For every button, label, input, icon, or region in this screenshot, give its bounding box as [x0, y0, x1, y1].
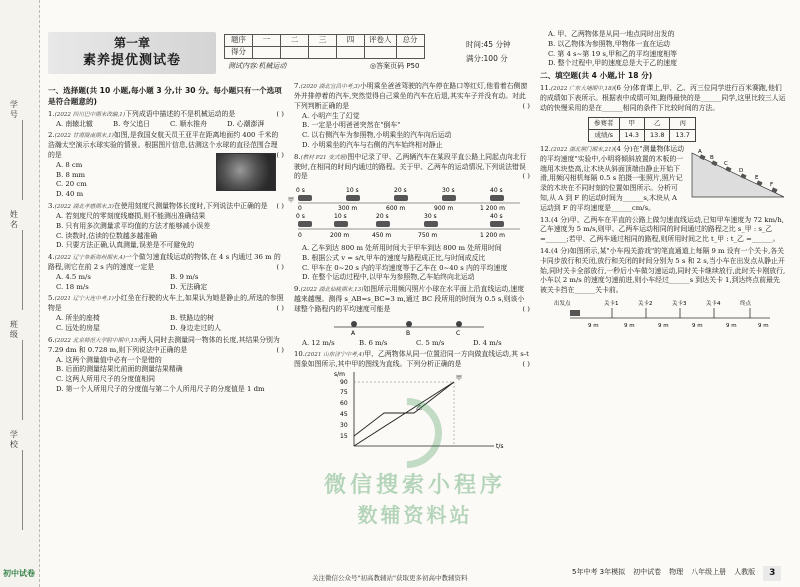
option[interactable]: B. 一定是小明爸爸突然在"倒车": [302, 121, 401, 130]
question-2: [48, 131, 284, 200]
answer-paren[interactable]: ( ): [276, 109, 284, 118]
segment-label: 9 m: [758, 323, 769, 330]
question-7: [294, 82, 530, 151]
question-4: [48, 253, 284, 292]
point-label: B: [710, 154, 714, 161]
distance-label: 900 m: [434, 205, 454, 213]
q-source: (2022 辽宁阜新海州期末,4): [54, 255, 126, 262]
race-results-table: [588, 117, 696, 142]
y-tick: 30: [340, 422, 348, 430]
option[interactable]: B. 夸父追日: [113, 119, 151, 128]
test-content: 测试内容:机械运动: [228, 62, 287, 70]
watermark-line-2: 数辅资料站: [357, 503, 473, 528]
segment-label: 9 m: [588, 323, 599, 330]
question-8: [288, 152, 530, 284]
field-name: 姓名: [9, 210, 19, 230]
segment-label: 9 m: [658, 323, 669, 330]
q-source: (2022 湖北仙桃期末,13): [300, 287, 364, 294]
table-cell: 丙: [670, 117, 695, 129]
option[interactable]: D. 整个过程中,甲的速度总是大于乙的速度: [548, 59, 677, 68]
blank-line: [22, 120, 23, 200]
checkpoint-label: 关卡4: [706, 301, 721, 308]
option[interactable]: A. 甲、乙两物体是从同一地点同时出发的: [548, 30, 675, 38]
time-label: 20 s: [376, 213, 389, 221]
q-source: (2021 山东济宁中考,4): [304, 352, 365, 359]
segment-label: 9 m: [692, 323, 703, 330]
watermark-line-1: 微信搜索小程序: [323, 473, 506, 498]
distance-label: 600 m: [386, 205, 406, 213]
point-label: A: [351, 329, 356, 337]
q-num: 1.: [48, 109, 55, 118]
option[interactable]: C. 以右侧汽车为参照物,小明乘坐的汽车向后运动: [302, 131, 452, 140]
page-number: 3: [763, 566, 781, 581]
option[interactable]: A. 小明产生了幻觉: [302, 111, 360, 120]
chapter-banner: [48, 32, 216, 74]
q-text: (4 分)甲、乙两车在平直的公路上做匀速直线运动,已知甲车速度为 72 km/h,乙车速度为 5 m/s,则甲、乙两车运动相同的时间通过的路程之比 s_甲 : s_乙 =______;若甲、乙两车通过相同的路程,则所用时间之比 t_甲 : t_乙 =______。: [540, 215, 784, 244]
answer-paren[interactable]: ( ): [522, 101, 530, 110]
q-text: 两人同时去测量同一物体的长度,其结果分别为 7.29 dm 和 0.728 m,则下列说法中正确的是: [48, 335, 280, 354]
q-num: 12.: [540, 144, 551, 153]
table-cell: 13.8: [644, 129, 669, 141]
option[interactable]: B. 9 m/s: [170, 272, 199, 281]
point-label: C: [456, 329, 461, 337]
score-cell[interactable]: [365, 47, 397, 59]
options: [48, 283, 284, 293]
q-num: 8.: [294, 152, 301, 161]
time-limit: 时间:45 分钟: [466, 40, 511, 49]
subject: 物理: [669, 568, 684, 577]
options: [294, 339, 530, 349]
option[interactable]: C. 顺水推舟: [170, 119, 207, 128]
blank-line: [22, 450, 23, 530]
option[interactable]: A. 若刻度尺的零刻度线磨损,则不能测出准确结果: [56, 211, 206, 220]
section-choice-heading: 一、选择题(共 10 小题,每小题 3 分,计 30 分。每小题只有一个选项是符合题意的): [48, 86, 282, 106]
time-label: 20 s: [394, 187, 407, 195]
distance-label: 450 m: [372, 232, 392, 240]
question-12: [540, 145, 786, 214]
y-tick: 90: [340, 379, 348, 387]
option[interactable]: B. 以乙物体为参照物,甲物体一直在运动: [548, 39, 670, 48]
checkpoint-label: 关卡2: [638, 301, 653, 308]
point-label: B: [406, 329, 411, 337]
astronaut-water-ball-photo: [216, 153, 276, 191]
point-label: A: [698, 148, 702, 155]
option[interactable]: C. 读数时,估读的位数越多越准确: [56, 231, 158, 240]
option[interactable]: D. 第一个人所用尺子的分度值与第二个人所用尺子的分度值是 1 dm: [56, 384, 265, 393]
q-num: 10.: [294, 350, 305, 359]
point-label: D: [739, 167, 744, 174]
q-num: 11.: [540, 83, 551, 92]
q-text: 图中记录了甲、乙两辆汽车在某段平直公路上同起点向北行驶时,在相同的时间内通过的路程。关于甲、乙两车的运动情况,下列说法错误的是: [294, 152, 527, 181]
q-text: 在使用刻度尺测量物体长度时,下列说法中正确的是: [113, 202, 268, 211]
q-text: 如图所示用频闪照片小球在水平面上沿直线运动,速度越来越慢。测得 s_AB=s_BC=3 m,通过 BC 段所用的时间为 0.5 s,则该小球整个路程内的平均速度可能是: [294, 285, 525, 313]
chapter-number: 第一章: [113, 36, 150, 50]
table-cell: 13.7: [670, 129, 695, 141]
volume: 八年级上册: [691, 568, 727, 577]
time-label: 30 s: [424, 213, 437, 221]
score-cell[interactable]: [396, 47, 424, 59]
answer-paren[interactable]: ( ): [276, 304, 284, 313]
full-score: 满分:100 分: [466, 54, 508, 64]
column-1: [48, 84, 284, 397]
option[interactable]: C. 甲车在 0~20 s 内的平均速度等于乙车在 0~40 s 内的平均速度: [302, 263, 508, 272]
q-source: (2021 辽宁大连中考,1): [54, 296, 114, 303]
q-num: 5.: [48, 294, 55, 303]
brand-label: 初中试卷: [3, 568, 35, 578]
score-cell: 题序: [225, 35, 253, 47]
exam-meta: [466, 38, 510, 67]
footer-promo: 关注微信公众号"初高教辅站"获取更多初高中教辅资料: [312, 574, 468, 582]
option[interactable]: C. 远处的房屋: [56, 324, 100, 332]
q-num: 7.: [294, 82, 301, 90]
option[interactable]: D. 小明乘坐的汽车与右侧的汽车始终相对静止: [302, 140, 443, 149]
distance-label: 300 m: [338, 205, 358, 213]
answer-paren[interactable]: ( ): [276, 263, 284, 272]
option[interactable]: A. 南辕北辙: [56, 119, 93, 128]
q-source: (2022 广东大埔期中,18): [550, 85, 614, 92]
option[interactable]: C. 这两人所用尺子的分度值相同: [56, 375, 155, 384]
score-cell[interactable]: [253, 47, 281, 59]
q-num: 14.: [540, 247, 551, 256]
option[interactable]: D. 4 m/s: [473, 338, 502, 347]
y-tick: 15: [340, 433, 348, 441]
option[interactable]: A. 4.5 m/s: [56, 272, 91, 281]
q-num: 2.: [48, 131, 55, 140]
strobe-ball-diagram: [294, 315, 524, 335]
q-text: (4 分)在"测量物体运动的平均速度"实验中,小明将倾斜放置的木板的一端用木块垫高,让木块从斜面顶端由静止开始下滑,用频闪相机每隔 0.5 s 拍摄一张照片,照片记录的木块在不同时刻的位置如图所示。分析可知,从 A 到 F 的运动时间为______s,木块从 A 运动到 F 的平均速度是______cm/s。: [540, 144, 685, 212]
watermark: [320, 470, 510, 530]
blank-line: [22, 230, 23, 310]
option[interactable]: A. 所坐的座椅: [56, 314, 100, 323]
q-text: 一个做匀速直线运动的物体,在 4 s 内通过 36 m 的路程,则它在前 2 s 内的速度一定是: [48, 253, 281, 272]
option[interactable]: B. 铁路边的树: [170, 314, 214, 323]
field-student-id: 学号: [9, 100, 19, 120]
checkpoint-label: 出发点: [554, 301, 571, 308]
point-label: F: [770, 181, 774, 188]
answer-paren[interactable]: ( ): [522, 360, 530, 369]
q-text: 甲、乙两物体从同一位置沿同一方向做直线运动,其 s-t 图象如图所示,其中甲的图线为直线。下列分析正确的是: [294, 350, 529, 369]
score-cell: 二: [281, 35, 309, 47]
q-source: (2020 湖北宜昌中考,3): [300, 84, 360, 90]
distance-label: 200 m: [330, 232, 350, 240]
car-icon: [570, 310, 580, 316]
q-num: 6.: [48, 335, 55, 344]
option[interactable]: B. 后面的测量结果比前面的测量结果精确: [56, 365, 183, 374]
table-cell: 成绩/s: [589, 129, 620, 141]
distance-label: 1 200 m: [480, 205, 505, 213]
q-text: 小红坐在行驶的火车上,如果认为她是静止的,所选的参照物是: [48, 294, 284, 313]
time-label: 10 s: [346, 187, 359, 195]
distance-label: 0: [298, 205, 302, 213]
field-school: 学校: [9, 430, 19, 450]
score-cell[interactable]: [337, 47, 365, 59]
incline-strobe-diagram: [690, 145, 786, 199]
car-yi-icons: [298, 221, 504, 227]
series-name: 5年中考 3年模拟: [572, 568, 626, 577]
q-text: (4 分)如图所示,某"小车闯关游戏"的笔直通道上每隔 9 m 设有一个关卡,各关卡同步放行和关闭,放行和关闭的时间分别为 5 s 和 2 s,当小车在出发点从静止开始,同时关卡全部放行,一秒后小车做匀速运动,同时关卡继续放行,此时关卡刚放行,小车以 2 m/s 的速度匀速前进,则小车经过______s 到达关卡 1,到达终点前最先被关卡挡在______关卡前。: [540, 247, 786, 295]
score-cell: 评卷人: [365, 35, 397, 47]
q-num: 9.: [294, 285, 301, 294]
table-cell: 参赛者: [589, 117, 620, 129]
option[interactable]: A. 8 cm: [56, 160, 83, 169]
q-num: 13.: [540, 215, 551, 224]
score-cell: 得分: [225, 47, 253, 59]
table-cell: 14.3: [619, 129, 644, 141]
score-cell: 三: [309, 35, 337, 47]
test-title: 素养提优测试卷: [82, 53, 181, 69]
q-source: (2022 甘肃陇南期末,1): [54, 133, 114, 140]
options: [48, 314, 284, 324]
blank-line: [22, 340, 23, 420]
option[interactable]: D. 40 m: [56, 190, 84, 199]
y-tick: 45: [340, 411, 348, 419]
segment-label: 9 m: [726, 323, 737, 330]
score-table-header-row: [225, 35, 425, 47]
table-row: [589, 117, 696, 129]
option[interactable]: C. 第 4 s~第 19 s,甲和乙的平均速度相等: [548, 49, 678, 58]
question-3: [48, 202, 284, 251]
question-9: [294, 285, 530, 348]
y-tick: 60: [340, 400, 348, 408]
checkpoint-diagram: [540, 296, 780, 332]
option[interactable]: A. 这两个测量值中必有一个是错的: [56, 355, 162, 364]
car-jia-label: 甲: [288, 197, 295, 205]
binding-margin: [0, 0, 40, 587]
option[interactable]: D. 在整个运动过程中,以甲车为参照物,乙车始终向北运动: [302, 273, 475, 282]
checkpoint-label: 关卡3: [672, 301, 687, 308]
distance-label: 750 m: [418, 232, 438, 240]
y-tick: 75: [340, 389, 348, 397]
question-13: [540, 216, 786, 245]
car-jia-icons: [298, 195, 504, 201]
q-source: (2022 北京师范大学附中期中,15): [54, 337, 140, 344]
q-text: 下列成语中描述的不是机械运动的是: [125, 109, 236, 118]
time-label: 40 s: [490, 187, 503, 195]
option[interactable]: C. 20 cm: [56, 180, 87, 189]
option[interactable]: B. 8 mm: [56, 170, 86, 179]
answer-paren[interactable]: ( ): [522, 304, 530, 313]
score-cell[interactable]: [281, 47, 309, 59]
column-3: [540, 30, 786, 338]
options: [48, 324, 284, 334]
score-cell: 一: [253, 35, 281, 47]
q-source: (教材 P21 变式题): [300, 154, 348, 161]
time-label: 30 s: [442, 187, 455, 195]
distance-label: 1 200 m: [480, 232, 505, 240]
option[interactable]: B. 只有用多次测量求平均值的方法才能够减小误差: [56, 221, 211, 230]
answer-paren[interactable]: ( ): [276, 151, 284, 160]
edition: 人教版: [734, 568, 756, 577]
option[interactable]: B. 根据公式 v = s/t,甲车的速度与路程成正比,与时间成反比: [302, 253, 486, 262]
option[interactable]: C. 18 m/s: [56, 282, 89, 291]
checkpoint-label: 关卡1: [604, 301, 619, 308]
question-14: [540, 247, 786, 336]
options: [48, 273, 284, 283]
section-fill-heading: 二、填空题(共 4 小题,计 18 分): [540, 71, 653, 81]
time-label: 40 s: [490, 213, 503, 221]
score-cell: 四: [337, 35, 365, 47]
q-num: 4.: [48, 253, 55, 262]
time-label: 10 s: [334, 213, 347, 221]
options: [48, 120, 284, 130]
option[interactable]: B. 6 m/s: [359, 338, 388, 347]
grade-type: 初中试卷: [633, 568, 662, 577]
table-cell: 乙: [644, 117, 669, 129]
distance-label: 0: [298, 232, 302, 240]
q-text: 小明乘坐爸爸驾驶的汽车停在路口等红灯,他看着右侧窗外并排停着的汽车,突然觉得自己乘坐的汽车在后退,其实车子并没有动。对此下列判断正确的是: [294, 82, 528, 110]
score-table: [224, 34, 425, 59]
option[interactable]: D. 心潮澎湃: [227, 119, 265, 128]
question-5: [48, 294, 284, 333]
point-label: E: [755, 174, 759, 181]
answer-paren[interactable]: ( ): [276, 202, 284, 211]
q-num: 3.: [48, 202, 55, 211]
answer-paren[interactable]: ( ): [522, 172, 530, 181]
field-class: 班级: [9, 320, 19, 340]
option[interactable]: A. 12 m/s: [302, 338, 335, 347]
car-motion-diagram: [288, 182, 524, 240]
checkpoint-label: 终点: [740, 301, 752, 308]
series-label-jia: 甲: [456, 375, 463, 383]
score-table-score-row: [225, 47, 425, 59]
question-10-options: [540, 30, 786, 69]
q-source: (2022 湖北荆门期末,21): [550, 146, 614, 153]
score-cell: 总分: [396, 35, 424, 47]
answer-paren[interactable]: ( ): [276, 345, 284, 354]
question-11: [540, 84, 786, 142]
series-label-yi: 乙: [416, 405, 423, 413]
option[interactable]: A. 乙车到达 800 m 处所用时间大于甲车到达 800 m 处所用时间: [302, 244, 502, 253]
score-cell[interactable]: [309, 47, 337, 59]
option[interactable]: D. 身边走过的人: [170, 324, 222, 332]
q-source: (2022 四川巴中期末改编,1): [54, 111, 126, 118]
segment-label: 9 m: [624, 323, 635, 330]
q-source: (2022 湖北孝感期末,3): [54, 204, 114, 211]
answer-page-ref: ◎答案页码 P50: [370, 62, 420, 70]
question-1: [48, 110, 284, 130]
q-text: 如图,是我国女航天员王亚平在距离地面约 400 千米的浩瀚太空演示水球实验的情景。根据图片信息,估测这个水球的直径范围合理的是: [48, 131, 279, 160]
table-row: [589, 129, 696, 141]
q-text: (6 分)体育课上,甲、乙、丙三位同学进行百米赛跑,他们的成绩如下表所示。根据表中成绩可知,跑得最快的是______同学,这里比较三人运动的快慢采用的是在______相同的条件下比较时间的方法。: [540, 83, 786, 112]
question-6: [48, 336, 284, 395]
option[interactable]: C. 5 m/s: [416, 338, 445, 347]
x-axis-label: t/s: [496, 443, 504, 451]
time-label: 0 s: [296, 213, 305, 221]
y-axis-label: s/m: [334, 371, 345, 379]
option[interactable]: D. 只要方法正确,认真测量,误差是不可避免的: [56, 241, 195, 250]
table-cell: 甲: [619, 117, 644, 129]
time-label: 0 s: [296, 187, 305, 195]
option[interactable]: D. 无法确定: [170, 282, 208, 291]
point-label: C: [724, 160, 728, 167]
footer-info: [572, 566, 781, 581]
